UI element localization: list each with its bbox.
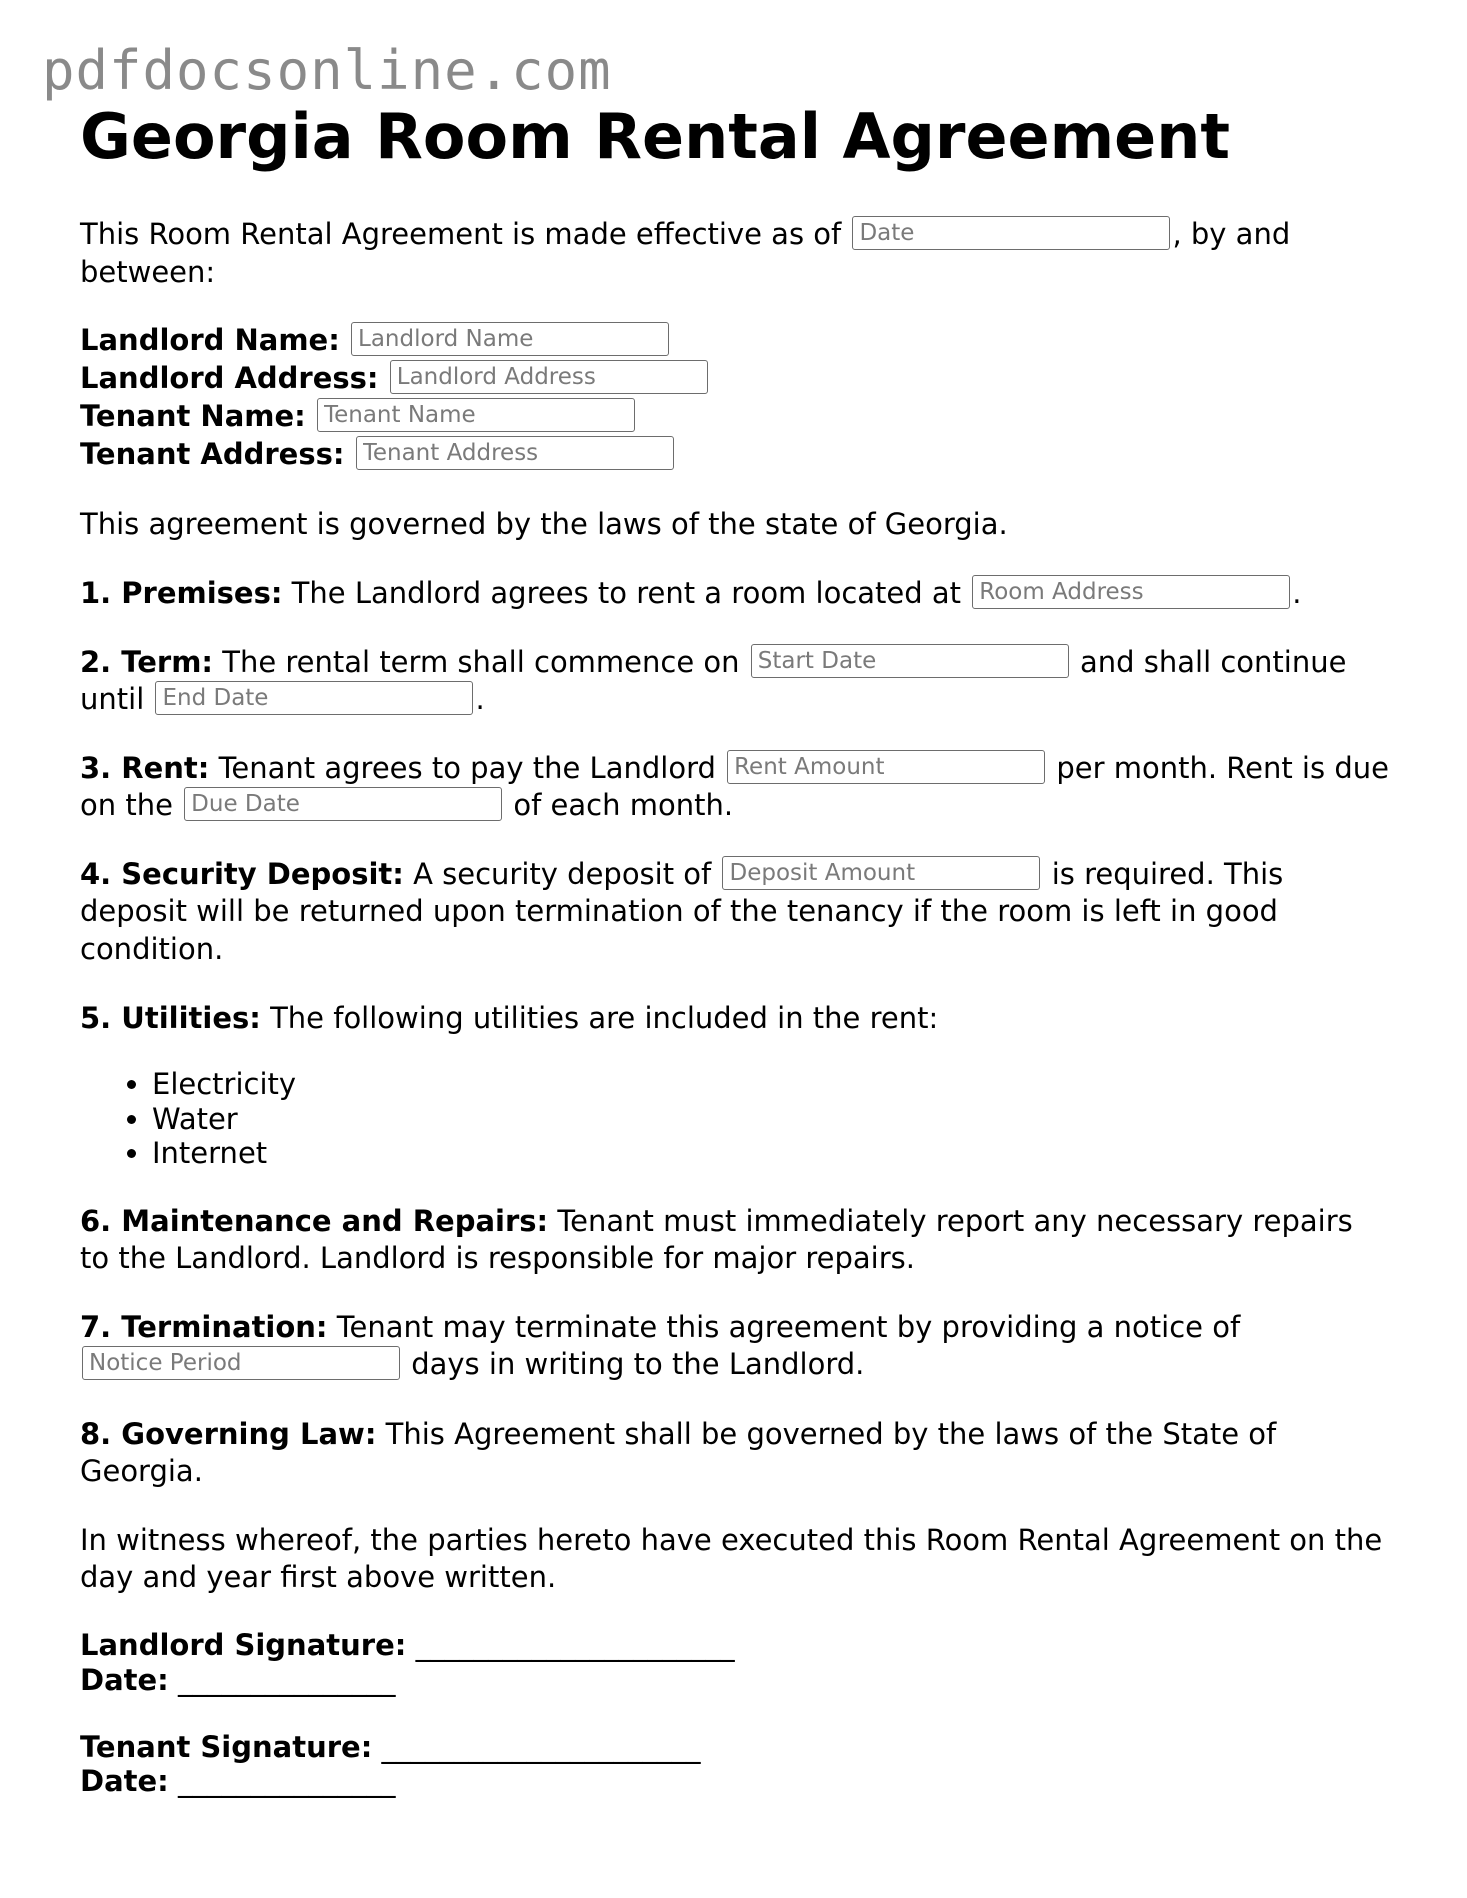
landlord-address-input[interactable] — [390, 360, 708, 394]
tenant-name-input[interactable] — [317, 398, 635, 432]
deposit-text-1: A security deposit of — [403, 857, 721, 892]
section-maintenance — [80, 1203, 1390, 1277]
list-item: • Internet — [152, 1136, 1390, 1171]
rent-text-1: Tenant agrees to pay the Landlord — [209, 751, 726, 786]
landlord-date-row — [80, 1663, 1390, 1698]
section-security-deposit — [80, 856, 1390, 967]
premises-heading: 1. Premises: — [80, 575, 283, 610]
landlord-address-row — [80, 359, 1390, 397]
tenant-address-label: Tenant Address: — [80, 437, 345, 472]
rent-text-3: of each month. — [504, 788, 734, 823]
term-end: . — [475, 682, 485, 716]
landlord-address-label: Landlord Address: — [80, 360, 379, 395]
deposit-heading: 4. Security Deposit: — [80, 857, 404, 892]
termination-text-1: Tenant may terminate this agreement by providing a notice of — [327, 1310, 1241, 1345]
premises-text: The Landlord agrees to rent a room located at — [282, 575, 971, 610]
governed-statement: This agreement is governed by the laws of the state of Georgia. — [80, 506, 1008, 541]
termination-text-2: days in writing to the Landlord. — [402, 1347, 865, 1382]
due-date-input[interactable] — [184, 787, 502, 821]
deposit-amount-input[interactable] — [722, 856, 1040, 890]
document — [80, 100, 1390, 1799]
landlord-name-row — [80, 321, 1390, 359]
page-title: Georgia Room Rental Agreement — [80, 100, 1230, 173]
intro-after: , by and between: — [80, 217, 1291, 289]
landlord-signature-block — [80, 1628, 1390, 1698]
tenant-signature-line[interactable]: ______________________ — [372, 1729, 701, 1764]
room-address-input[interactable] — [972, 575, 1290, 609]
tenant-signature-label: Tenant Signature: — [80, 1729, 373, 1764]
law-text: This Agreement shall be governed by the laws of the State of Georgia. — [80, 1416, 1277, 1488]
landlord-signature-row — [80, 1628, 1390, 1663]
term-text-2: and shall continue until — [80, 644, 1347, 716]
premises-end: . — [1292, 575, 1302, 610]
landlord-name-label: Landlord Name: — [80, 322, 340, 357]
landlord-signature-label: Landlord Signature: — [80, 1628, 407, 1663]
term-text-1: The rental term shall commence on — [213, 644, 749, 679]
watermark: pdfdocsonline.com — [42, 39, 612, 102]
law-heading: 8. Governing Law: — [80, 1416, 377, 1451]
section-premises — [80, 575, 1390, 612]
landlord-date-label: Date: — [80, 1662, 169, 1697]
section-termination — [80, 1309, 1390, 1383]
end-date-input[interactable] — [155, 681, 473, 715]
parties-block — [80, 321, 1390, 474]
landlord-date-line[interactable]: _______________ — [168, 1662, 396, 1697]
tenant-address-row — [80, 435, 1390, 473]
utilities-list — [80, 1067, 1390, 1171]
list-item: • Electricity — [152, 1067, 1390, 1102]
section-rent — [80, 750, 1390, 824]
utilities-heading: 5. Utilities: — [80, 1000, 261, 1035]
landlord-signature-line[interactable]: ______________________ — [406, 1628, 735, 1663]
witness-paragraph: In witness whereof, the parties hereto have executed this Room Rental Agreement on the day and year first above written. — [80, 1522, 1383, 1594]
section-term — [80, 644, 1390, 718]
tenant-address-input[interactable] — [356, 436, 674, 470]
utilities-text: The following utilities are included in the rent: — [260, 1000, 939, 1035]
notice-period-input[interactable] — [82, 1346, 400, 1380]
rent-text-2: per month. Rent is due on the — [80, 751, 1389, 823]
tenant-name-label: Tenant Name: — [80, 399, 306, 434]
intro-paragraph — [80, 216, 1390, 290]
list-item: • Water — [152, 1102, 1390, 1137]
effective-date-input[interactable] — [852, 216, 1170, 250]
maintenance-heading: 6. Maintenance and Repairs: — [80, 1204, 549, 1239]
rent-heading: 3. Rent: — [80, 751, 210, 786]
term-heading: 2. Term: — [80, 644, 214, 679]
deposit-text-2: is required. This deposit will be returned upon termination of the tenancy if the room is left in good condition. — [80, 857, 1284, 966]
rent-amount-input[interactable] — [727, 750, 1045, 784]
tenant-signature-row — [80, 1730, 1390, 1765]
section-utilities — [80, 1000, 1390, 1037]
tenant-date-row — [80, 1764, 1390, 1799]
tenant-date-label: Date: — [80, 1764, 169, 1799]
tenant-signature-block — [80, 1730, 1390, 1800]
termination-heading: 7. Termination: — [80, 1310, 328, 1345]
maintenance-text: Tenant must immediately report any necessary repairs to the Landlord. Landlord is responsible for major repairs. — [80, 1204, 1353, 1276]
start-date-input[interactable] — [751, 644, 1069, 678]
tenant-date-line[interactable]: _______________ — [168, 1764, 396, 1799]
landlord-name-input[interactable] — [351, 322, 669, 356]
intro-before: This Room Rental Agreement is made effective as of — [80, 217, 851, 252]
tenant-name-row — [80, 397, 1390, 435]
section-governing-law — [80, 1416, 1390, 1490]
